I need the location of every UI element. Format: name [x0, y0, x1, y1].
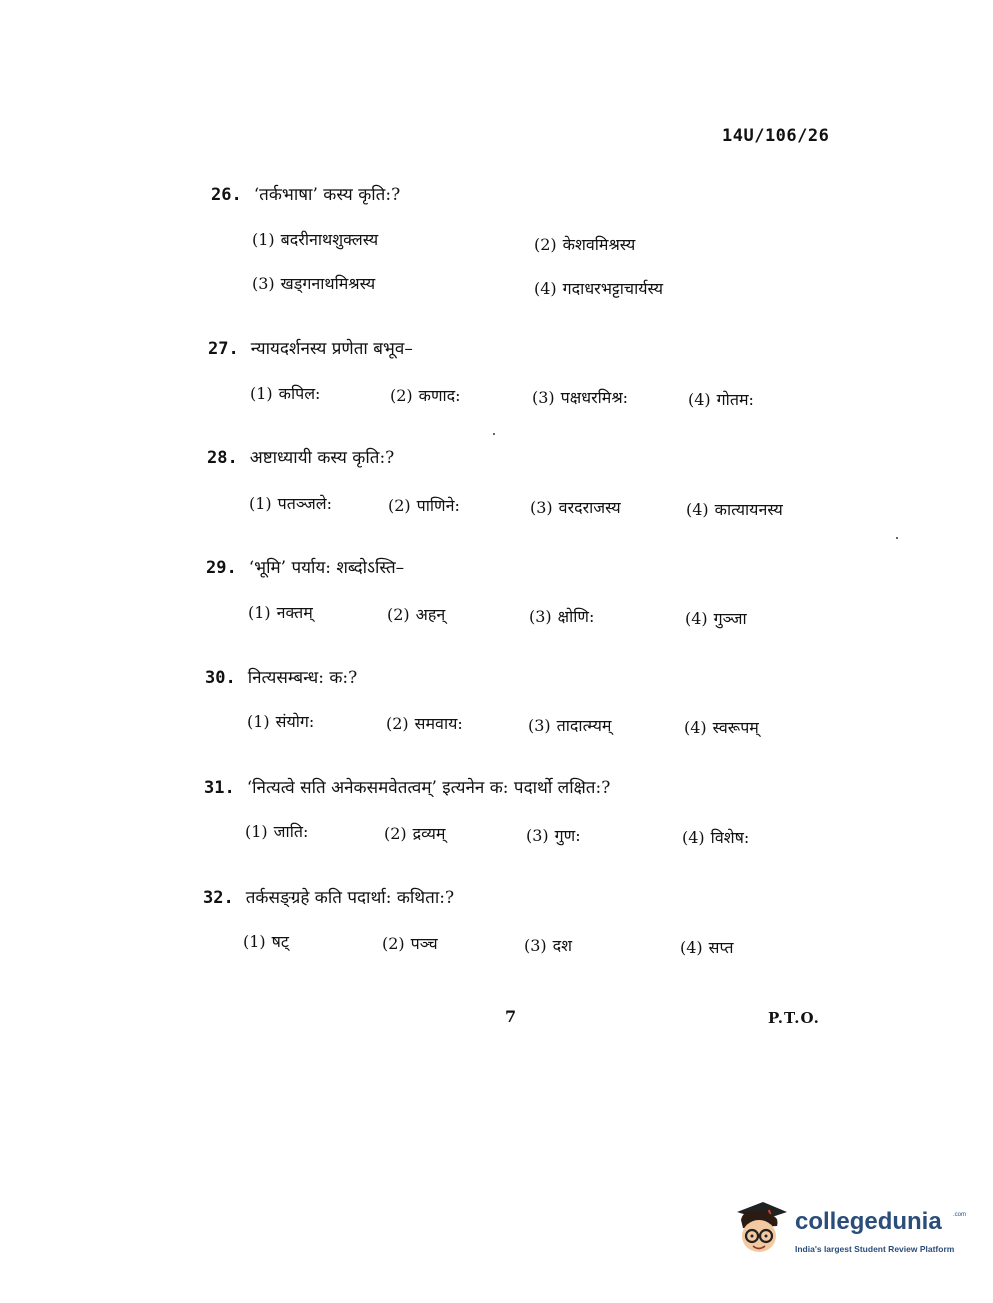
page-number: 7 — [505, 1007, 517, 1026]
option-number: (1) — [250, 384, 273, 403]
mascot-logo-icon — [733, 1198, 789, 1258]
question-stem — [203, 885, 454, 908]
question-stem — [207, 445, 394, 468]
question-text: ‘भूमि’ पर्याय: शब्दोऽस्ति– — [248, 558, 405, 578]
option-text: पक्षधरमिश्र: — [560, 388, 629, 407]
option-number: (1) — [249, 494, 272, 513]
question-number: 32. — [203, 888, 234, 908]
question-text: ‘नित्यत्वे सति अनेकसमवेतत्वम्’ इत्यनेन क: पदार्थो लक्षित:? — [246, 778, 611, 798]
brand-domain: .com — [953, 1212, 967, 1218]
pto-label: P.T.O. — [768, 1009, 820, 1027]
option-number: (4) — [682, 828, 705, 847]
brand-tagline: India's largest Student Review Platform — [795, 1244, 955, 1254]
option-number: (4) — [686, 500, 709, 519]
option-number: (3) — [529, 607, 552, 626]
option-text: समवाय: — [414, 714, 463, 733]
question-stem — [205, 665, 357, 688]
option-number: (4) — [685, 609, 708, 628]
option-4 — [684, 716, 759, 738]
option-text: केशवमिश्रस्य — [562, 235, 636, 254]
question-number: 27. — [208, 339, 239, 359]
option-number: (3) — [252, 274, 275, 293]
option-4 — [680, 936, 734, 958]
option-number: (2) — [386, 714, 409, 733]
question-number: 29. — [206, 558, 237, 578]
option-4 — [685, 607, 747, 629]
option-3 — [529, 605, 594, 627]
option-text: खड्गनाथमिश्रस्य — [280, 274, 376, 293]
option-number: (1) — [248, 603, 271, 622]
option-text: कणाद: — [418, 386, 461, 405]
option-text: द्रव्यम् — [412, 824, 446, 843]
option-text: पाणिने: — [416, 496, 460, 515]
option-text: सप्त — [708, 938, 734, 957]
option-4 — [534, 277, 663, 299]
option-number: (1) — [247, 712, 270, 731]
question-number: 26. — [211, 185, 242, 205]
question-number: 28. — [207, 448, 238, 468]
option-1 — [243, 930, 289, 952]
option-4 — [686, 498, 783, 520]
question-text: ‘तर्कभाषा’ कस्य कृति:? — [253, 185, 401, 205]
option-4 — [688, 388, 754, 410]
question-stem — [206, 555, 404, 578]
question-stem — [211, 182, 400, 205]
option-text: तादात्म्यम् — [556, 716, 612, 735]
option-number: (1) — [245, 822, 268, 841]
option-text: पतञ्जले: — [277, 494, 332, 513]
option-text: अहन् — [415, 605, 446, 624]
option-text: विशेष: — [710, 828, 750, 847]
option-2 — [382, 932, 438, 954]
option-text: कपिल: — [278, 384, 321, 403]
option-2 — [386, 712, 463, 734]
option-number: (4) — [680, 938, 703, 957]
question-text: अष्टाध्यायी कस्य कृति:? — [249, 448, 395, 468]
option-number: (2) — [390, 386, 413, 405]
option-3 — [524, 934, 572, 956]
question-stem — [204, 775, 610, 798]
option-text: गोतम: — [716, 390, 754, 409]
option-number: (4) — [688, 390, 711, 409]
option-2 — [384, 822, 446, 844]
paper-code: 14U/106/26 — [722, 126, 830, 146]
option-number: (1) — [252, 230, 275, 249]
option-3 — [532, 386, 628, 408]
option-text: क्षोणि: — [557, 607, 595, 626]
option-2 — [390, 384, 461, 406]
option-1 — [252, 228, 378, 250]
question-stem — [208, 336, 413, 359]
option-number: (3) — [526, 826, 549, 845]
option-number: (4) — [534, 279, 557, 298]
option-2 — [388, 494, 460, 516]
option-text: षट् — [271, 932, 289, 951]
question-text: नित्यसम्बन्ध: क:? — [247, 668, 358, 688]
question-text: न्यायदर्शनस्य प्रणेता बभूव– — [250, 339, 413, 359]
brand-name: collegedunia — [795, 1208, 942, 1235]
option-text: नक्तम् — [276, 603, 313, 622]
option-1 — [250, 382, 320, 404]
option-text: गुञ्जा — [713, 609, 747, 628]
option-text: बदरीनाथशुक्लस्य — [280, 230, 379, 249]
option-number: (2) — [388, 496, 411, 515]
option-number: (3) — [530, 498, 553, 517]
option-number: (2) — [384, 824, 407, 843]
option-number: (3) — [532, 388, 555, 407]
option-1 — [249, 492, 332, 514]
question-number: 31. — [204, 778, 235, 798]
option-number: (4) — [684, 718, 707, 737]
option-3 — [528, 714, 611, 736]
option-number: (2) — [534, 235, 557, 254]
option-3 — [530, 496, 621, 518]
option-text: दश — [552, 936, 573, 955]
scan-speck — [493, 433, 495, 435]
option-number: (1) — [243, 932, 266, 951]
collegedunia-watermark — [733, 1196, 967, 1266]
question-text: तर्कसङ्ग्रहे कति पदार्था: कथिता:? — [245, 888, 455, 908]
option-3 — [526, 824, 581, 846]
option-number: (2) — [382, 934, 405, 953]
option-text: गुण: — [554, 826, 581, 845]
option-text: जाति: — [273, 822, 309, 841]
option-3 — [252, 272, 375, 294]
option-2 — [534, 233, 635, 255]
option-text: गदाधरभट्टाचार्यस्य — [562, 279, 664, 298]
option-number: (3) — [524, 936, 547, 955]
option-number: (2) — [387, 605, 410, 624]
option-1 — [247, 710, 314, 732]
option-1 — [245, 820, 308, 842]
option-text: संयोग: — [275, 712, 315, 731]
option-number: (3) — [528, 716, 551, 735]
option-1 — [248, 601, 313, 623]
option-text: स्वरूपम् — [712, 718, 759, 737]
option-text: वरदराजस्य — [558, 498, 621, 517]
option-4 — [682, 826, 749, 848]
question-number: 30. — [205, 668, 236, 688]
scan-speck — [896, 537, 898, 539]
option-text: कात्यायनस्य — [714, 500, 783, 519]
option-text: पञ्च — [410, 934, 438, 953]
option-2 — [387, 603, 445, 625]
